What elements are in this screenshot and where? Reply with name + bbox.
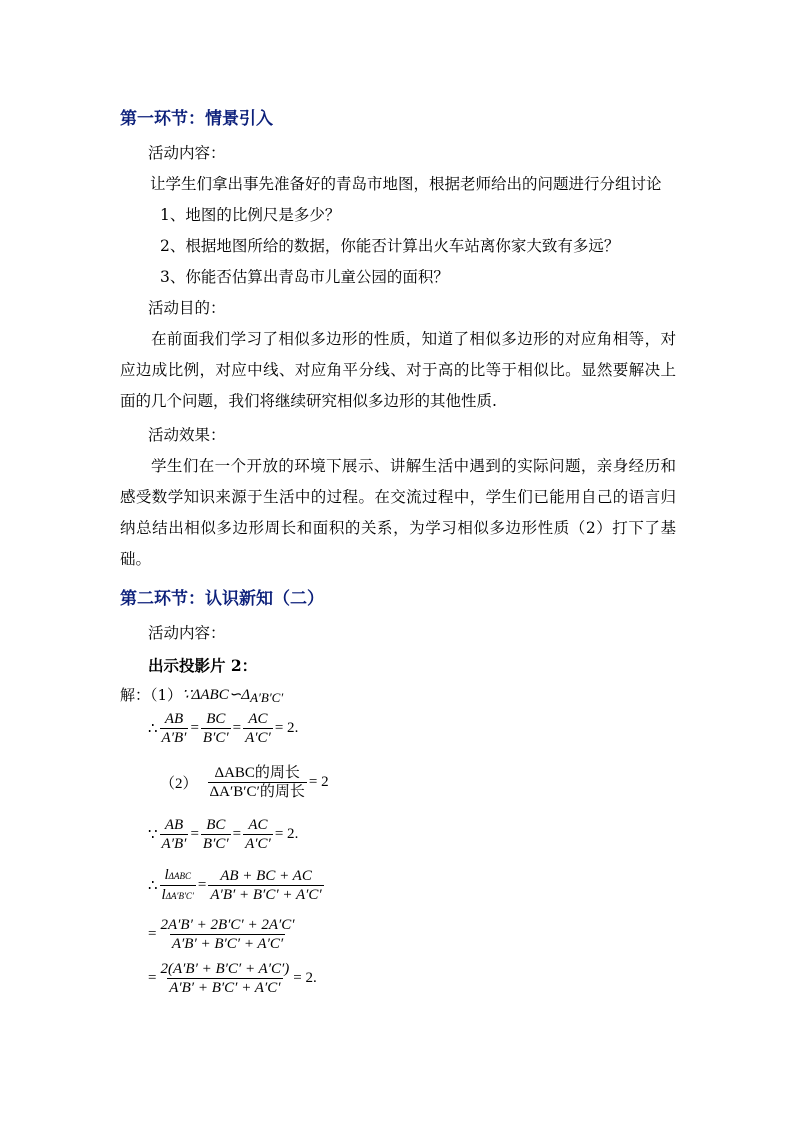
similarity-statement: ∵ΔABC∽Δ [182, 687, 251, 703]
ratio-equation-2: ∵ $\frac{AB}{A'B'}$ = $\frac{BC}{B'C'}$ = $\frac{AC}{A'C'}$ = 2 . [148, 817, 299, 852]
fraction-perimeter: $\frac{\text{ΔABC的周长}}{\text{ΔA′B′C′的周长}}$ [209, 765, 305, 800]
solution-label: 解：（1） [120, 686, 183, 704]
activity-content-label-2: 活动内容： [148, 624, 226, 642]
section2-heading: 第二环节：认识新知（二） [120, 589, 324, 609]
activity-effect-text: 学生们在一个开放的环境下展示、讲解生活中遇到的实际问题，亲身经历和感受数学知识来源于生活中的过程。在交流过程中，学生们已能用自己的语言归纳总结出相似多边形周长和面积的关系，为学习相似多边形性质（2）打下了基础。 [120, 457, 676, 568]
slide-label: 出示投影片 2： [148, 656, 258, 675]
fraction-ac: $\frac{AC}{A'C'}$ [245, 711, 271, 746]
fraction-l: $\frac{\text{lΔABC}}{\text{lΔA′B′C′}}$ [161, 867, 194, 903]
similarity-statement-right: A′B′C′ [250, 689, 284, 705]
fraction-sum3: $\frac{2(A'B' + B'C' + A'C')}{A'B' + B'C' + A'C'}$ [160, 961, 290, 996]
section1-heading: 第一环节：情景引入 [120, 109, 273, 129]
question-2: 2、根据地图所给的数据，你能否计算出火车站离你家大致有多远？ [160, 237, 620, 255]
perimeter-equation-2: = $\frac{2A'B' + 2B'C' + 2A'C'}{A'B' + B'C' + A'C'}$ [148, 917, 295, 952]
activity-content-label: 活动内容： [148, 144, 226, 162]
activity-purpose-label: 活动目的： [148, 299, 226, 317]
fraction-sum2: $\frac{2A'B' + 2B'C' + 2A'C'}{A'B' + B'C' + A'C'}$ [160, 917, 295, 952]
solution-line-1 [120, 684, 283, 705]
fraction-sum: $\frac{AB + BC + AC}{A'B' + B'C' + A'C'}$ [210, 868, 322, 903]
activity-effect-label: 活动效果： [148, 426, 226, 444]
ratio-equation-1: ∴ $\frac{AB}{A'B'}$ = $\frac{BC}{B'C'}$ = $\frac{AC}{A'C'}$ = 2 . [148, 711, 299, 746]
therefore-symbol: ∴ [148, 721, 158, 737]
perimeter-ratio: （2） $\frac{\text{ΔABC的周长}}{\text{ΔA′B′C′的周长}}$ = 2 [160, 765, 329, 800]
question-3: 3、你能否估算出青岛市儿童公园的面积？ [160, 268, 449, 286]
question-1: 1、地图的比例尺是多少？ [160, 206, 341, 224]
intro-text: 让学生们拿出事先准备好的青岛市地图，根据老师给出的问题进行分组讨论 [150, 175, 662, 193]
perimeter-equation-1: ∴ $\frac{\text{lΔABC}}{\text{lΔA′B′C′}}$ = $\frac{AB + BC + AC}{A'B' + B'C' + A'C'}$ [148, 867, 322, 903]
perimeter-equation-3: = $\frac{2(A'B' + B'C' + A'C')}{A'B' + B'C' + A'C'}$ = 2 . [148, 961, 317, 996]
fraction-ab: $\frac{AB}{A'B'}$ [161, 711, 187, 746]
activity-purpose-text: 在前面我们学习了相似多边形的性质，知道了相似多边形的对应角相等，对应边成比例，对应中线、对应角平分线、对于高的比等于相似比。显然要解决上面的几个问题，我们将继续研究相似多边形的其他性质. [120, 330, 676, 410]
because-symbol: ∵ [148, 827, 158, 843]
part2-label: （2） [160, 776, 198, 792]
fraction-bc: $\frac{BC}{B'C'}$ [202, 711, 229, 746]
